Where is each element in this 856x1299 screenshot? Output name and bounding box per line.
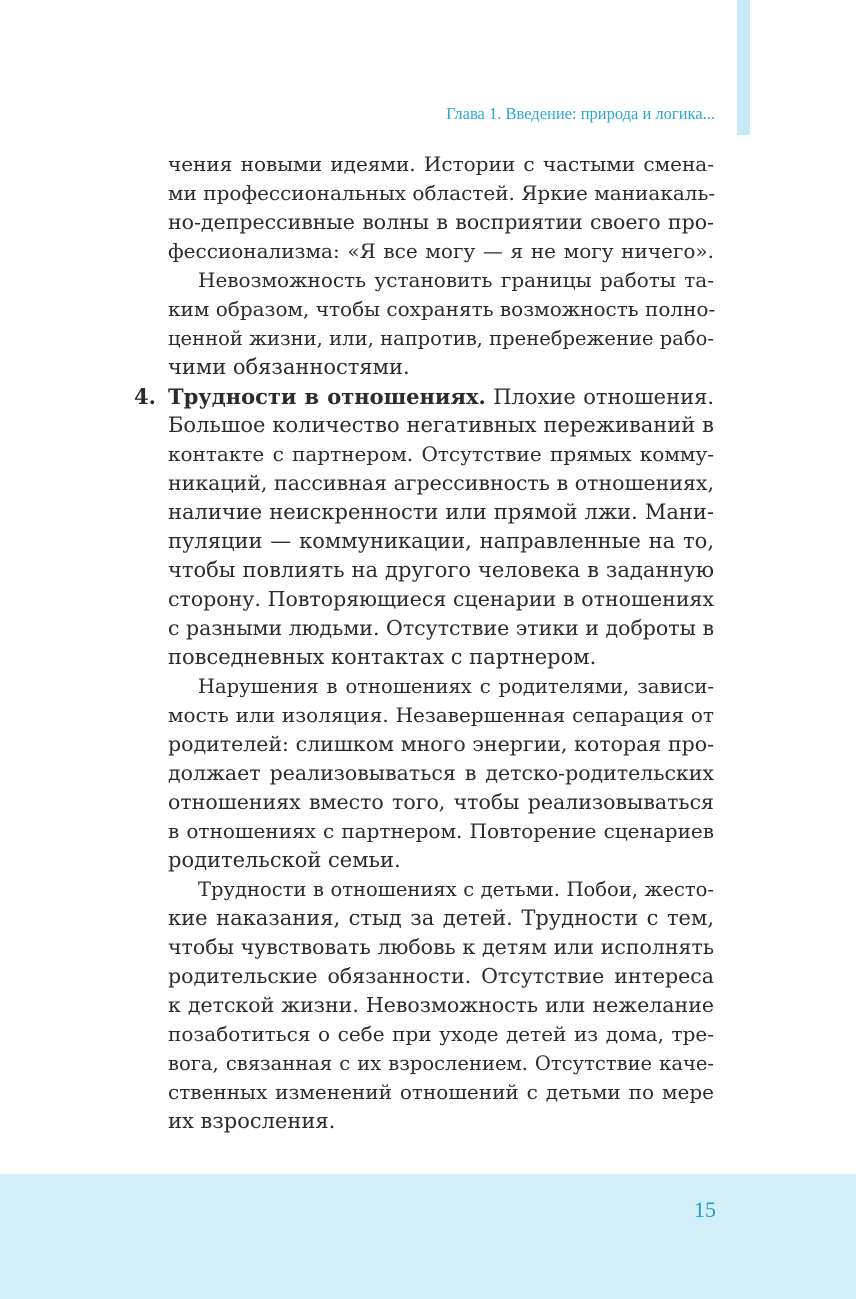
text-line: вога, связанная с их взрослением. Отсутствие каче- xyxy=(168,1052,714,1075)
text-line: с разными людьми. Отсутствие этики и доброты в xyxy=(168,616,714,640)
text-line: родительские обязанности. Отсутствие интереса xyxy=(168,964,714,988)
page-body xyxy=(134,150,716,1136)
text-line: отношениях вместо того, чтобы реализовываться xyxy=(168,790,714,814)
paragraph-4 xyxy=(168,875,714,1136)
list-item-first-line xyxy=(168,382,714,411)
text-line: ми профессиональных областей. Яркие маниакаль- xyxy=(168,181,716,205)
paragraph-1 xyxy=(168,150,714,266)
chapter-side-tab xyxy=(737,0,750,135)
page-number: 15 xyxy=(694,1197,716,1222)
text-line: Невозможность установить границы работы та- xyxy=(198,268,714,292)
text-line: позаботиться о себе при уходе детей из дома, тре- xyxy=(168,1022,714,1046)
text-line: Большое количество негативных переживаний в xyxy=(168,413,714,437)
text-line: пуляции — коммуникации, направленные на то, xyxy=(168,529,714,553)
text-line: их взросления. xyxy=(168,1109,336,1133)
text-line: чими обязанностями. xyxy=(168,355,410,379)
text-line: чения новыми идеями. Истории с частыми смена- xyxy=(168,152,714,176)
text-line: в отношениях с партнером. Повторение сценариев xyxy=(168,819,714,843)
list-item-number: 4. xyxy=(134,384,156,409)
list-item-first-text: Плохие отношения. xyxy=(485,385,714,409)
paragraph-2 xyxy=(168,266,714,382)
text-line: должает реализовываться в детско-родительских xyxy=(168,761,714,785)
text-line: чтобы чувствовать любовь к детям или исполнять xyxy=(168,935,714,959)
text-line: но-депрессивные волны в восприятии своего про- xyxy=(168,210,714,234)
text-line: кие наказания, стыд за детей. Трудности с тем, xyxy=(168,906,714,930)
text-line: к детской жизни. Невозможность или нежелание xyxy=(168,993,714,1017)
text-line: наличие неискренности или прямой лжи. Мани- xyxy=(168,500,714,524)
text-line: Нарушения в отношениях с родителями, зависи- xyxy=(198,675,714,698)
text-line: фессионализма: «Я все могу — я не могу ничего». xyxy=(168,239,714,263)
text-line: ственных изменений отношений с детьми по мере xyxy=(168,1080,714,1104)
text-line: никаций, пассивная агрессивность в отношениях, xyxy=(168,471,714,495)
text-line: мость или изоляция. Незавершенная сепарация от xyxy=(168,703,714,727)
text-line: повседневных контактах с партнером. xyxy=(168,645,597,669)
list-item-heading: Трудности в отношениях. xyxy=(168,384,486,409)
list-item-4 xyxy=(134,382,714,672)
paragraph-3 xyxy=(168,672,714,875)
running-header: Глава 1. Введение: природа и логика... xyxy=(446,104,715,123)
text-line: родителей: слишком много энергии, которая про- xyxy=(168,732,714,756)
text-line: Трудности в отношениях с детьми. Побои, жесто- xyxy=(198,878,714,901)
text-line: чтобы повлиять на другого человека в заданную xyxy=(168,558,714,582)
text-line: ценной жизни, или, напротив, пренебрежение рабо- xyxy=(168,327,714,350)
text-line: сторону. Повторяющиеся сценарии в отношениях xyxy=(168,587,714,611)
text-line: контакте с партнером. Отсутствие прямых комму- xyxy=(168,442,714,466)
text-line: ким образом, чтобы сохранять возможность полно- xyxy=(168,297,716,321)
footer-band xyxy=(0,1174,856,1299)
text-line: родительской семьи. xyxy=(168,848,401,872)
